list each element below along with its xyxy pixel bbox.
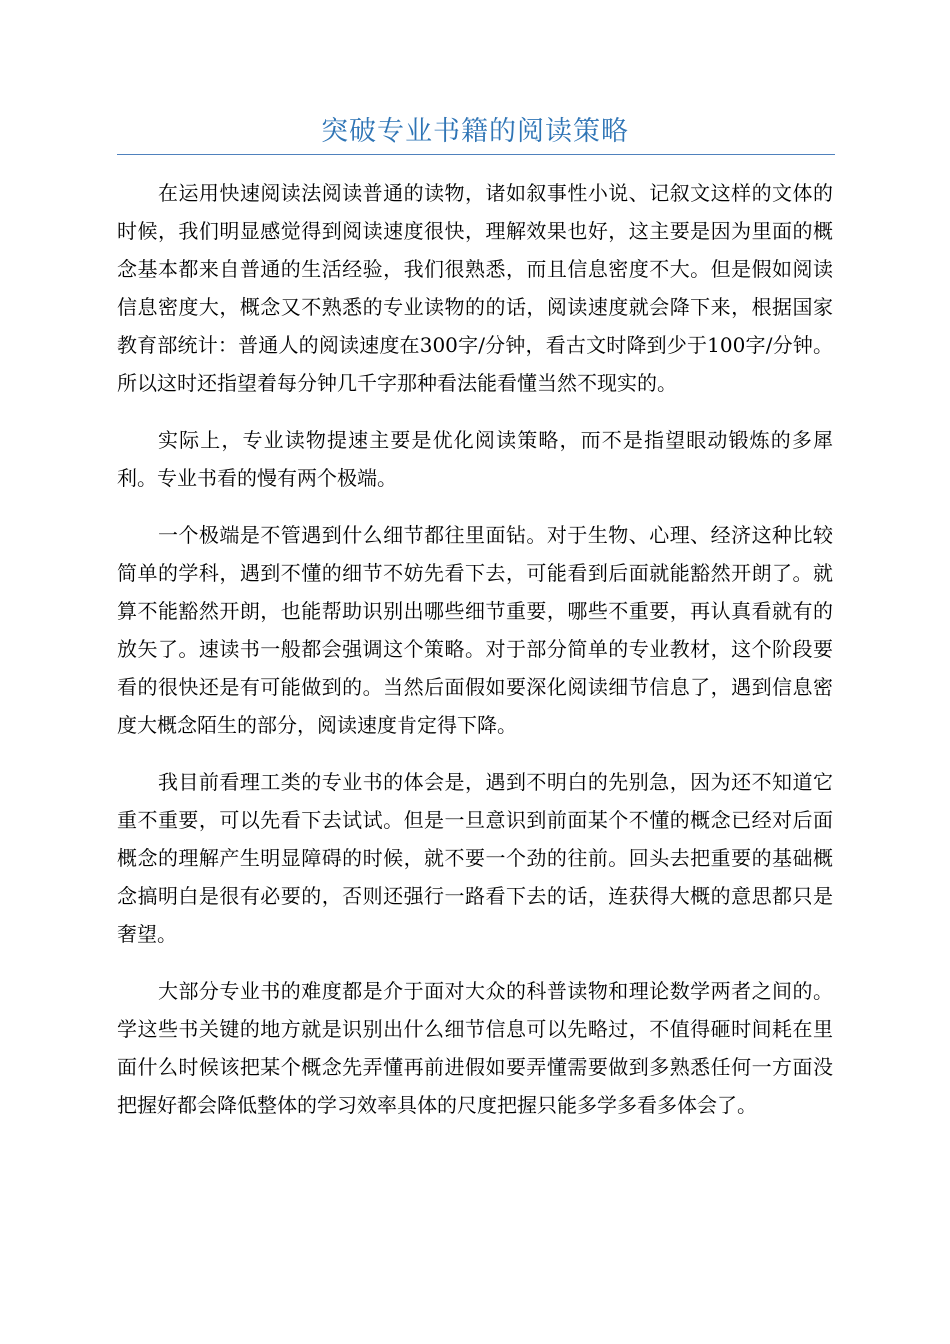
paragraph-3: 一个极端是不管遇到什么细节都往里面钻。对于生物、心理、经济这种比较简单的学科，遇到不懂的细节不妨先看下去，可能看到后面就能豁然开朗了。就算不能豁然开朗，也能帮助识别出哪些细节重要，哪些不重要，再认真看就有的放矢了。速读书一般都会强调这个策略。对于部分简单的专业教材，这个阶段要看的很快还是有可能做到的。当然后面假如要深化阅读细节信息了，遇到信息密度大概念陌生的部分，阅读速度肯定得下降。	[117, 523, 833, 737]
paragraph-5: 大部分专业书的难度都是介于面对大众的科普读物和理论数学两者之间的。学这些书关键的地方就是识别出什么细节信息可以先略过，不值得砸时间耗在里面什么时候该把某个概念先弄懂再前进假如要弄懂需要做到多熟悉任何一方面没把握好都会降低整体的学习效率具体的尺度把握只能多学多看多体会了。	[117, 979, 833, 1117]
title-underline	[117, 154, 835, 155]
paragraph-2: 实际上，专业读物提速主要是优化阅读策略，而不是指望眼动锻炼的多犀利。专业书看的慢有两个极端。	[117, 428, 833, 490]
document-body	[117, 174, 833, 1143]
paragraph-4: 我目前看理工类的专业书的体会是，遇到不明白的先别急，因为还不知道它重不重要，可以先看下去试试。但是一旦意识到前面某个不懂的概念已经对后面概念的理解产生明显障碍的时候，就不要一个劲的往前。回头去把重要的基础概念搞明白是很有必要的，否则还强行一路看下去的话，连获得大概的意思都只是奢望。	[117, 770, 833, 946]
paragraph-1: 在运用快速阅读法阅读普通的读物，诸如叙事性小说、记叙文这样的文体的时候，我们明显感觉得到阅读速度很快，理解效果也好，这主要是因为里面的概念基本都来自普通的生活经验，我们很熟悉，而且信息密度不大。但是假如阅读信息密度大，概念又不熟悉的专业读物的的话，阅读速度就会降下来，根据国家教育部统计：普通人的阅读速度在300字/分钟，看古文时降到少于100字/分钟。所以这时还指望着每分钟几千字那种看法能看懂当然不现实的。	[117, 181, 833, 395]
document-title: 突破专业书籍的阅读策略	[321, 116, 629, 147]
